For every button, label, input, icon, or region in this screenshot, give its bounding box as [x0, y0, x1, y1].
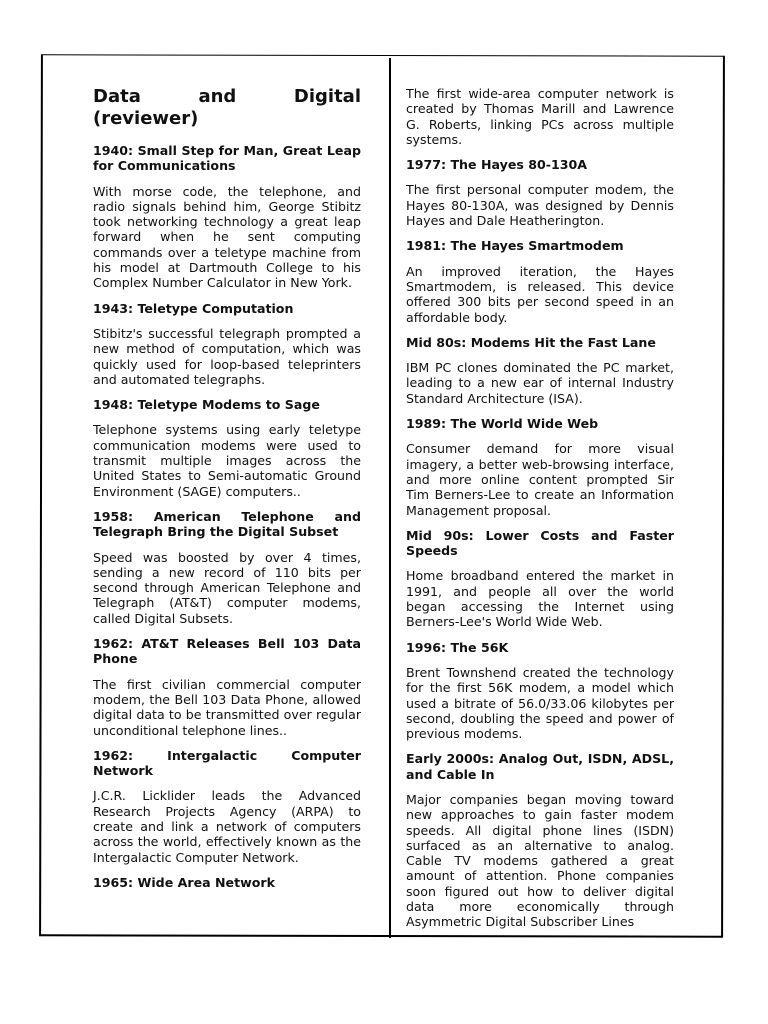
document-title-line2: (reviewer) [93, 108, 199, 129]
section-body: Consumer demand for more visual imagery, a better web-browsing interface, and more online content prompted Sir Tim Berners-Lee to create an Information Management proposal. [406, 441, 674, 518]
section-body: Home broadband entered the market in 1991, and people all over the world began accessing the Internet using Berners-Lee's World Wide Web. [406, 568, 674, 630]
section-heading: Mid 80s: Modems Hit the Fast Lane [406, 334, 656, 350]
document-title-line1: Data and Digital [93, 86, 361, 107]
section-body: The first personal computer modem, the Hayes 80-130A, was designed by Dennis Hayes and Dale Heatherington. [406, 182, 674, 229]
section-heading: 1989: The World Wide Web [406, 416, 599, 432]
section-heading: 1948: Teletype Modems to Sage [93, 397, 320, 413]
section-heading: 1962: Intergalactic Computer Network [93, 747, 361, 779]
section-heading: 1965: Wide Area Network [93, 874, 275, 890]
section-body: IBM PC clones dominated the PC market, leading to a new ear of internal Industry Standard Architecture (ISA). [406, 360, 674, 406]
section-heading: 1981: The Hayes Smartmodem [406, 238, 624, 254]
document-title [93, 86, 361, 130]
section-heading: Mid 90s: Lower Costs and Faster Speeds [406, 527, 674, 559]
section-body: Brent Townshend created the technology for the first 56K modem, a model which used a bitrate of 56.0/33.06 kilobytes per second, doubling the speed and power of previous modems. [406, 664, 674, 742]
section-body: With morse code, the telephone, and radio signals behind him, George Stibitz took networking technology a great leap forward when he sent computing commands over a teletype machine from his model at Dartmouth College to his Complex Number Calculator in New York. [93, 183, 361, 291]
right-column [406, 86, 674, 940]
column-divider [389, 58, 391, 938]
section-heading: 1958: American Telephone and Telegraph Bring the Digital Subset [93, 508, 361, 540]
section-body: Speed was boosted by over 4 times, sending a new record of 110 bits per second through American Telephone and Telegraph (AT&T) computer modems, called Digital Subsets. [93, 549, 361, 626]
section-heading: Early 2000s: Analog Out, ISDN, ADSL, and Cable In [406, 751, 674, 782]
section-heading: 1943: Teletype Computation [93, 300, 294, 316]
section-body: J.C.R. Licklider leads the Advanced Research Projects Agency (ARPA) to create and link a network of computers across the world, effectively known as the Intergalactic Computer Network. [93, 788, 361, 865]
left-column [93, 86, 361, 900]
section-body: Telephone systems using early teletype communication modems were used to transmit multiple images across the United States to Semi-automatic Ground Environment (SAGE) computers.. [93, 422, 361, 499]
section-body: Stibitz's successful telegraph prompted a new method of computation, which was quickly used for loop-based teleprinters and automated telegraphs. [93, 325, 361, 387]
section-body: Major companies began moving toward new approaches to gain faster modem speeds. All digital phone lines (ISDN) surfaced as an alternative to analog. Cable TV modems gathered a great amount of attention. Phone companies soon figured out how to deliver digital data more economically through Asymmetric Digital Subscriber Lines [406, 791, 674, 930]
section-body: An improved iteration, the Hayes Smartmodem, is released. This device offered 300 bits per second speed in an affordable body. [406, 263, 674, 325]
section-heading: 1940: Small Step for Man, Great Leap for Communications [93, 143, 361, 174]
section-heading: 1962: AT&T Releases Bell 103 Data Phone [93, 636, 361, 667]
section-body-continued: The first wide-area computer network is created by Thomas Marill and Lawrence G. Roberts, linking PCs across multiple systems. [406, 86, 674, 147]
section-heading: 1996: The 56K [406, 639, 509, 655]
section-body: The first civilian commercial computer modem, the Bell 103 Data Phone, allowed digital data to be transmitted over regular unconditional telephone lines.. [93, 676, 361, 738]
section-heading: 1977: The Hayes 80-130A [406, 157, 588, 173]
